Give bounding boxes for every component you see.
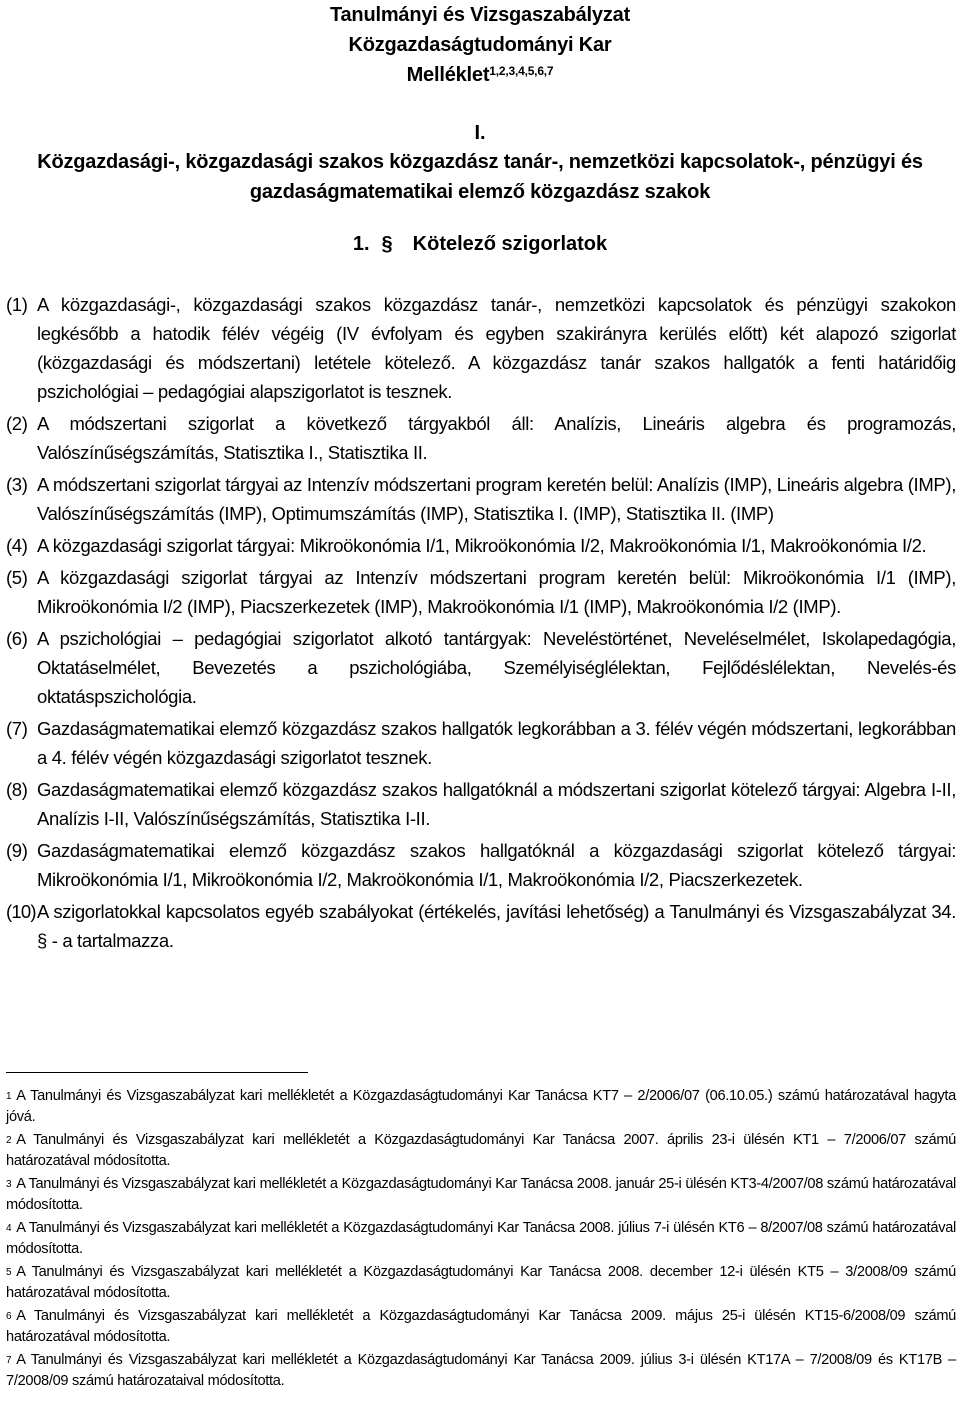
footnote-text: A Tanulmányi és Vizsgaszabályzat kari mellékletét a Közgazdaságtudományi Kar Tanácsa 2009. július 3-i ülésén KT17A – 7/2008/09 és KT17B – 7/2008/09 számú határozataival módosította. [6,1352,956,1389]
document-title: Tanulmányi és Vizsgaszabályzat [329,4,631,26]
paragraph [6,409,956,467]
section-body [6,290,956,958]
paragraph [6,531,956,560]
annex-label: Melléklet [406,64,490,86]
paragraph-number: (7) [6,718,28,739]
footnote-number: 7 [6,1355,12,1366]
paragraph-text: A pszichológiai – pedagógiai szigorlatot alkotó tantárgyak: Neveléstörténet, Neveléselmélet, Iskolapedagógia, Oktatáselmélet, Bevezetés a pszichológiába, Személyiséglélektan, Fejlődéslélektan, Nevelés-és oktatáspszichológia. [37,628,956,707]
section-title: Kötelező szigorlatok [412,233,608,255]
footnote [6,1218,956,1260]
footnote-text: A Tanulmányi és Vizsgaszabályzat kari mellékletét a Közgazdaságtudományi Kar Tanácsa 2009. május 25-i ülésén KT15-6/2008/09 számú határozatával módosította. [6,1308,956,1345]
paragraph-text: A közgazdasági szigorlat tárgyai: Mikroökonómia I/1, Mikroökonómia I/2, Makroökonómia I/1, Makroökonómia I/2. [37,535,927,556]
footnote-number: 6 [6,1311,12,1322]
paragraph-text: Gazdaságmatematikai elemző közgazdász szakos hallgatóknál a közgazdasági szigorlat kötelező tárgyai: Mikroökonómia I/1, Mikroökonómia I/2, Makroökonómia I/1, Makroökonómia I/2, Piacszerkezetek. [37,840,956,890]
paragraph-text: A módszertani szigorlat tárgyai az Intenzív módszertani program keretén belül: Analízis (IMP), Lineáris algebra (IMP), Valószínűségszámítás (IMP), Optimumszámítás (IMP), Statisztika I. (IMP), Statisztika II. (IMP) [37,474,956,524]
paragraph-number: (5) [6,567,28,588]
paragraph-text: A közgazdasági-, közgazdasági szakos közgazdász tanár-, nemzetközi kapcsolatok és pénzügyi szakokon legkésőbb a hatodik félév végéig (IV évfolyam és egyben szakirányra kerülés előtt) két alapozó szigorlat (közgazdasági és módszertani) letétele kötelező. A közgazdász tanár szakos hallgatók a fenti határidőig pszichológiai – pedagógiai alapszigorlatot is tesznek. [37,294,956,402]
footnote-text: A Tanulmányi és Vizsgaszabályzat kari mellékletét a Közgazdaságtudományi Kar Tanácsa 2008. december 12-i ülésén KT5 – 3/2008/09 számú határozatával módosította. [6,1264,956,1301]
footnotes [6,1086,956,1394]
paragraph [6,775,956,833]
paragraph [6,563,956,621]
paragraph-text: A szigorlatokkal kapcsolatos egyéb szabályokat (értékelés, javítási lehetőség) a Tanulmányi és Vizsgaszabályzat 34. § - a tartalmazza. [37,901,956,951]
paragraph-number: (10) [6,901,36,922]
footnote [6,1086,956,1128]
footnote-text: A Tanulmányi és Vizsgaszabályzat kari mellékletét a Közgazdaságtudományi Kar Tanácsa 2008. január 25-i ülésén KT3-4/2007/08 számú határozatával módosította. [6,1176,956,1213]
section-heading [0,230,960,258]
paragraph [6,470,956,528]
paragraph [6,624,956,711]
part-title: Közgazdasági-, közgazdasági szakos közgazdász tanár-, nemzetközi kapcsolatok-, pénzügyi és gazdaságmatematikai elemző közgazdász szakok [37,151,923,203]
footnote [6,1130,956,1172]
footnote [6,1262,956,1304]
faculty-name: Közgazdaságtudományi Kar [348,34,612,56]
footnote [6,1306,956,1348]
paragraph-text: Gazdaságmatematikai elemző közgazdász szakos hallgatók legkorábban a 3. félév végén módszertani, legkorábban a 4. félév végén közgazdasági szigorlatot tesznek. [37,718,956,768]
paragraph-text: A módszertani szigorlat a következő tárgyakból áll: Analízis, Lineáris algebra és programozás, Valószínűségszámítás, Statisztika I., Statisztika II. [37,413,956,463]
section-number: 1. [352,233,370,255]
footnote [6,1350,956,1392]
footnote-text: A Tanulmányi és Vizsgaszabályzat kari mellékletét a Közgazdaságtudományi Kar Tanácsa 2008. július 7-i ülésén KT6 – 8/2007/08 számú határozatával módosította. [6,1220,956,1257]
paragraph-number: (4) [6,535,28,556]
footnote-number: 1 [6,1091,12,1102]
section-symbol: § [381,233,393,255]
footnote [6,1174,956,1216]
paragraph-number: (1) [6,294,28,315]
paragraph-text: Gazdaságmatematikai elemző közgazdász szakos hallgatóknál a módszertani szigorlat kötelező tárgyai: Algebra I-II, Analízis I-II, Valószínűségszámítás, Statisztika I-II. [37,779,956,829]
footnote-number: 5 [6,1267,12,1278]
footnote-number: 2 [6,1135,12,1146]
part-number: I. [474,122,486,144]
paragraph-number: (6) [6,628,28,649]
annex-heading [0,61,960,89]
paragraph [6,836,956,894]
footnote-text: A Tanulmányi és Vizsgaszabályzat kari mellékletét a Közgazdaságtudományi Kar Tanácsa 2007. április 23-i ülésén KT1 – 7/2006/07 számú határozatával módosította. [6,1132,956,1169]
footnote-text: A Tanulmányi és Vizsgaszabályzat kari mellékletét a Közgazdaságtudományi Kar Tanácsa KT7 – 2/2006/07 (06.10.05.) számú határozatával hagyta jóvá. [6,1088,956,1125]
paragraph-number: (2) [6,413,28,434]
paragraph [6,897,956,955]
footnote-number: 4 [6,1223,12,1234]
paragraph [6,714,956,772]
paragraph-number: (3) [6,474,28,495]
paragraph-text: A közgazdasági szigorlat tárgyai az Intenzív módszertani program keretén belül: Mikroökonómia I/1 (IMP), Mikroökonómia I/2 (IMP), Piacszerkezetek (IMP), Makroökonómia I/1 (IMP), Makroökonómia I/2 (IMP). [37,567,956,617]
footnote-number: 3 [6,1179,12,1190]
footnote-separator [6,1072,308,1073]
footnote-refs: 1,2,3,4,5,6,7 [489,64,554,78]
paragraph-number: (9) [6,840,28,861]
paragraph-number: (8) [6,779,28,800]
paragraph [6,290,956,406]
